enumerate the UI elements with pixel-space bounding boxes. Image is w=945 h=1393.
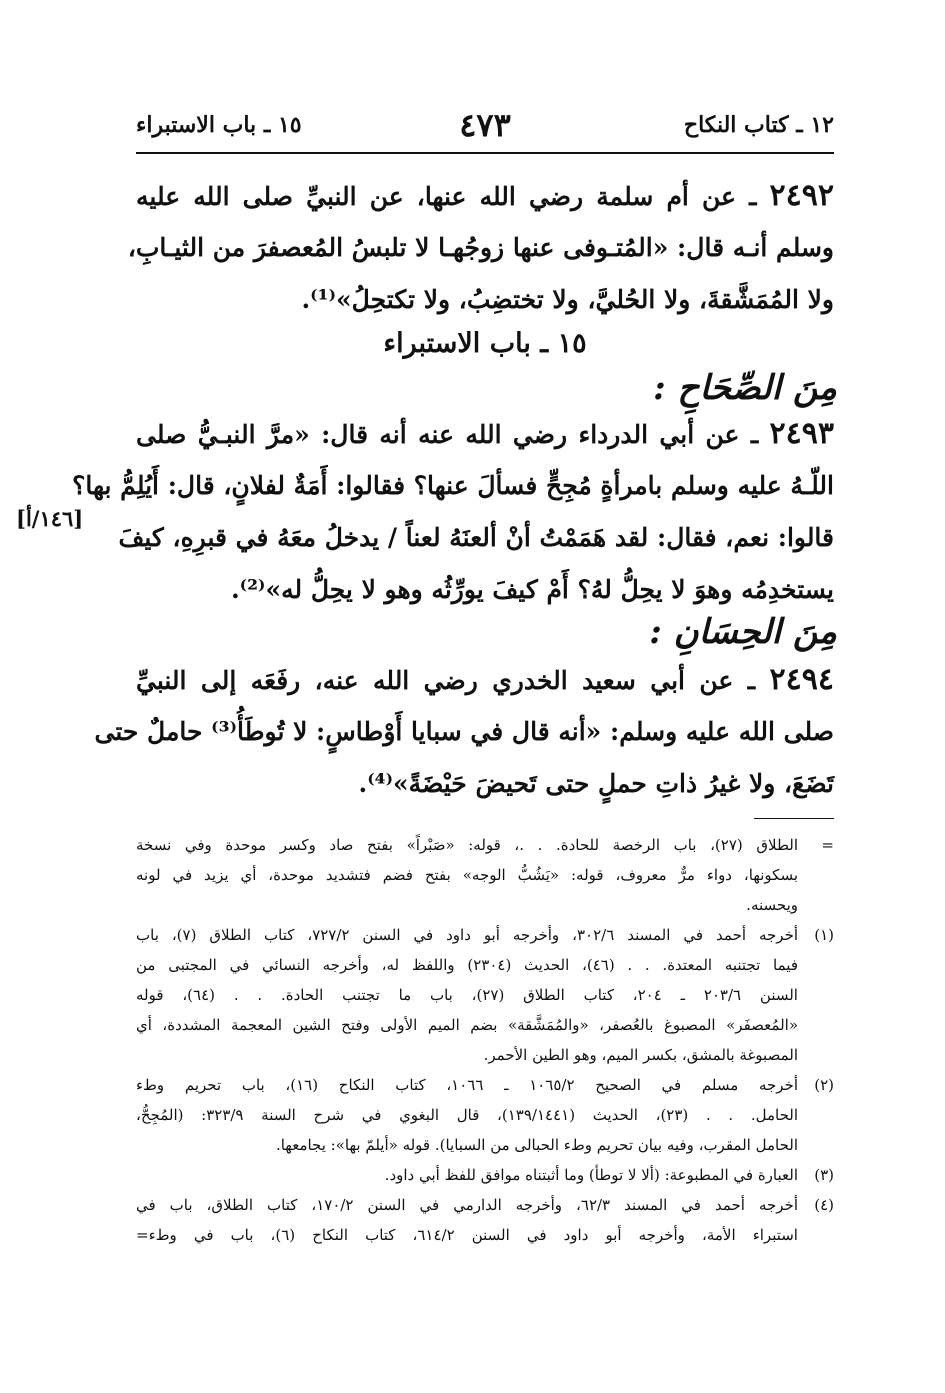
hadith-line: اللّـهُ عليه وسلم بامرأةٍ مُجِحٍّ فسألَ عنها؟ فقالوا: أَمَةٌ لفلانٍ، قال: أَيُلِمُّ بها؟ xyxy=(72,471,834,500)
footnote-number: (٢) xyxy=(814,1076,835,1094)
hadith-line: صلى الله عليه وسلم: «أنه قال في سبايا أَوْطاسٍ: لا تُوطَأُ⁽³⁾ حاملٌ حتى xyxy=(94,717,834,746)
footnote-number: (١) xyxy=(814,926,835,944)
footnote-number: (٤) xyxy=(814,1196,834,1214)
footnote-line: ويحسنه. xyxy=(746,896,798,914)
footnote-line: فيما تجتنبه المعتدة. . . (٤٦)، الحديث (٢٣٠٤) واللفظ له، وأخرجه النسائي في المجتبى من xyxy=(136,956,798,974)
header-rule xyxy=(136,152,834,154)
hadith-line: قالوا: نعم، فقال: لقد هَمَمْتُ أنْ ألعنَهُ لعناً / يدخلُ معَهُ في قبرِهِ، كيفَ xyxy=(118,523,834,552)
hadith-number: ٢٤٩٣ xyxy=(769,416,834,451)
hadith-2492 xyxy=(127,170,834,326)
footnote-line: (٢)أخرجه مسلم في الصحيح ١٠٦٥/٢ ـ ١٠٦٦، كتاب النكاح (١٦)، باب تحريم وطء xyxy=(136,1070,834,1100)
section-heading-sahah: مِنَ الصِّحَاحِ : xyxy=(653,368,837,408)
hadith-line: ولا المُمَشَّقةَ، ولا الحُليَّ، ولا تختضِبُ، ولا تكتحِلُ»⁽¹⁾. xyxy=(301,285,834,314)
hadith-line: وسلم أنـه قال: «المُتـوفى عنها زوجُهـا لا تلبسُ المُعصفرَ من الثيـابِ، xyxy=(127,233,834,262)
hadith-line: يستخدِمُه وهوَ لا يحِلُّ لهُ؟ أَمْ كيفَ يورِّثُه وهو لا يحِلُّ له»⁽²⁾. xyxy=(230,575,834,604)
footnote-number: (٣) xyxy=(814,1166,834,1184)
header-book-title: ١٢ ـ كتاب النكاح xyxy=(683,112,834,138)
footnote-line: الحامل المقرب، وفيه بيان تحريم وطء الحبالى من السبايا). قوله «أيلمّ بها»: يجامعها. xyxy=(275,1136,798,1154)
footnote-line: (٤)أخرجه أحمد في المسند ٦٢/٣، وأخرجه الدارمي في السنن ١٧٠/٢، كتاب الطلاق، باب في xyxy=(136,1190,834,1220)
continuation-marker: = xyxy=(821,836,834,854)
footnote-line: الحامل. . . (٢٣)، الحديث (١٣٩/١٤٤١)، قال البغوي في شرح السنة ٣٢٣/٩: (المُجِحُّ، xyxy=(136,1106,798,1124)
section-heading-hisan: مِنَ الحِسَانِ : xyxy=(649,612,837,652)
footnote-line: استبراء الأمة، وأخرجه أبو داود في السنن ٦١٤/٢، كتاب النكاح (٦)، باب في وطء= xyxy=(136,1226,798,1244)
footnote-line: بسكونها، دواء مرٌّ معروف، قوله: «يَشُبُّ الوجه» بفتح فضم فتشديد موحدة، أي يزيد في لونه xyxy=(136,866,798,884)
header-chapter-title: ١٥ ـ باب الاستبراء xyxy=(136,112,302,138)
footnote-rule xyxy=(754,818,834,819)
running-header xyxy=(136,106,834,152)
hadith-number: ٢٤٩٤ xyxy=(769,662,834,697)
footnote-line: «المُعصفَر» المصبوغ بالعُصفر، «والمُمَشَّقة» بضم الميم الأولى وفتح الشين المعجمة المشددة، أي xyxy=(136,1016,798,1034)
hadith-2494 xyxy=(94,654,834,810)
footnote-line: =الطلاق (٢٧)، باب الرخصة للحادة. . .، قوله: «صَبْراً» بفتح صاد وكسر موحدة وفي نسخة xyxy=(136,830,834,860)
manuscript-folio-ref: [١٤٦/أ] xyxy=(16,506,84,531)
hadith-line: ٢٤٩٤ ـ عن أبي سعيد الخدري رضي الله عنه، رفَعَه إلى النبيِّ xyxy=(136,662,834,697)
footnotes xyxy=(136,830,834,1250)
footnote-line: (١)أخرجه أحمد في المسند ٣٠٢/٦، وأخرجه أبو داود في السنن ٧٢٧/٢، كتاب الطلاق (٧)، باب xyxy=(136,920,834,950)
footnote-line: السنن ٢٠٣/٦ ـ ٢٠٤، كتاب الطلاق (٢٧)، باب ما تجتنب الحادة. . . (٦٤)، قوله xyxy=(136,986,798,1004)
hadith-line: ٢٤٩٣ ـ عن أبي الدرداء رضي الله عنه أنه قال: «مرَّ النبـيُّ صلى xyxy=(136,416,834,451)
chapter-title: ١٥ ـ باب الاستبراء xyxy=(383,328,587,359)
footnote-line: المصبوغة بالمشق، بكسر الميم، وهو الطين الأحمر. xyxy=(483,1046,798,1064)
hadith-number: ٢٤٩٢ xyxy=(769,178,834,213)
page-number: ٤٧٣ xyxy=(459,106,511,144)
hadith-line: تَضَعَ، ولا غيرُ ذاتِ حملٍ حتى تَحيضَ حَيْضَةً»⁽⁴⁾. xyxy=(358,769,834,798)
hadith-line: ٢٤٩٢ ـ عن أم سلمة رضي الله عنها، عن النبيِّ صلى الله عليه xyxy=(136,178,834,213)
footnote-line: (٣)العبارة في المطبوعة: (ألا لا توطأ) وما أثبتناه موافق للفظ أبي داود. xyxy=(136,1160,834,1190)
hadith-2493 xyxy=(72,408,834,616)
